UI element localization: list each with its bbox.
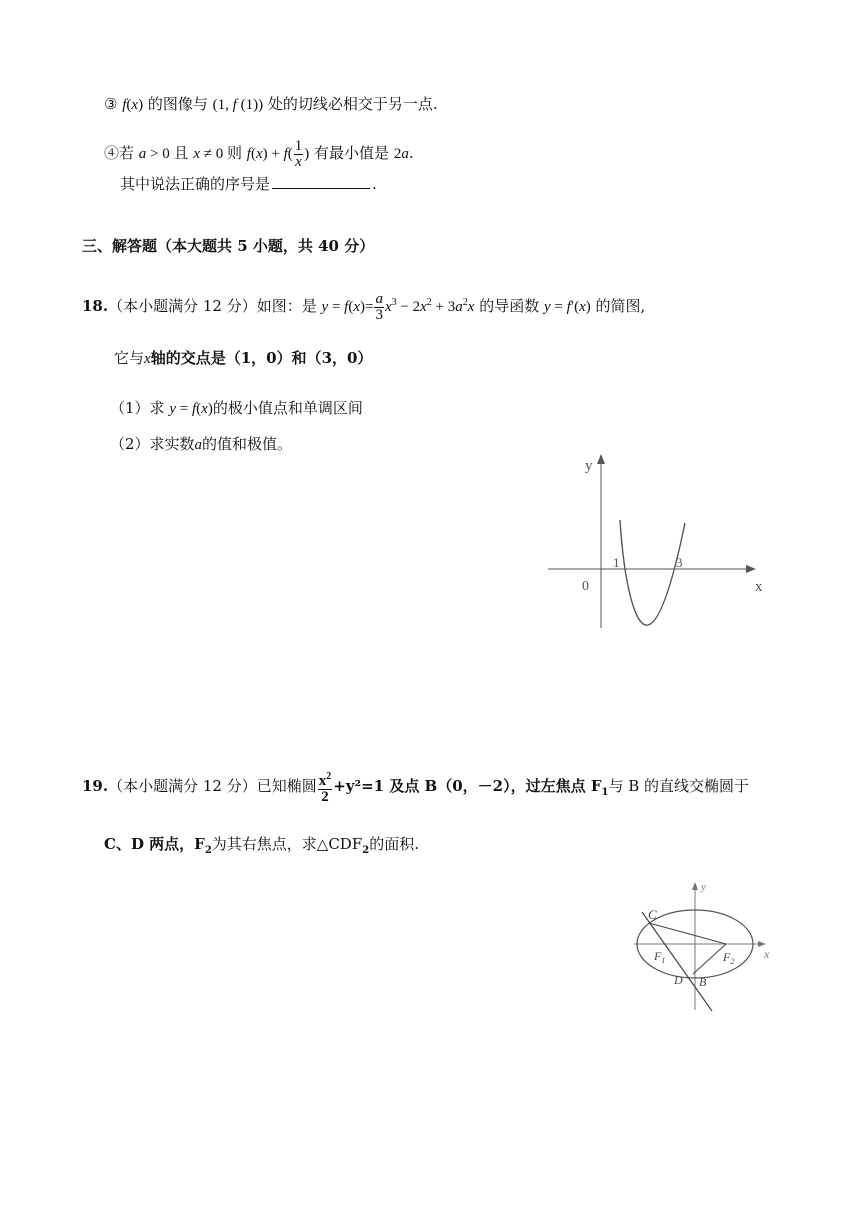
q18-part-2: （2）求实数a的值和极值。 xyxy=(110,435,293,453)
derivative-curve xyxy=(620,520,685,625)
q18-line-2: 它与x轴的交点是（1，0）和（3，0） xyxy=(114,349,373,367)
q18-part-1: （1）求 y = f(x)的极小值点和单调区间 xyxy=(110,399,363,417)
item-3: ③ f(x) 的图像与 (1, f (1)) 处的切线必相交于另一点. xyxy=(104,95,438,113)
item-3-text-b: 处的切线必相交于另一点. xyxy=(267,95,438,113)
question-text: 其中说法正确的序号是 xyxy=(120,175,271,193)
y-axis-label: y xyxy=(585,458,593,474)
item-4-text-c: 有最小值是 xyxy=(314,144,390,162)
fraction-x2-over-2: $\frac{x^2}{2}$ xyxy=(318,771,332,805)
origin-label: 0 xyxy=(582,579,589,594)
label-y: y xyxy=(701,881,706,893)
q19-number: 19. xyxy=(82,777,109,795)
q18-intro: （本小题满分 12 分）如图：是 xyxy=(108,297,317,315)
x-axis-arrow-icon xyxy=(746,565,756,573)
q18-mid: 的导函数 xyxy=(479,297,540,315)
label-b: B xyxy=(699,975,707,989)
root-1-label: 1 xyxy=(613,555,620,570)
q18-line-1: 18.（本小题满分 12 分）如图：是 y = f(x)= $\frac{a}{3}$ $x^3 - 2x^2 + 3a^2x$ 的导函数 y = f′(x) 的简图, xyxy=(82,290,646,323)
line-bc xyxy=(642,912,712,1011)
q18-graph xyxy=(540,448,780,638)
x-axis-label: x xyxy=(755,579,763,595)
item-4-marker: ④若 xyxy=(104,144,135,162)
label-f1: $F_1$ xyxy=(654,949,666,965)
math-fx: f xyxy=(122,97,127,113)
q19-line-2: C、D 两点，$F_2$为其右焦点，求$\triangle CDF_2$的面积. xyxy=(104,835,419,856)
item-4-text-a: 且 xyxy=(173,144,189,162)
q18-number: 18. xyxy=(82,297,109,315)
label-c: C xyxy=(648,907,657,922)
answer-blank[interactable] xyxy=(272,174,370,189)
q19-line-1: 19.（本小题满分 12 分）已知椭圆 $\frac{x^2}{2}$ +y²=1 及点 B（0，－2），过左焦点 $F_1$与 B 的直线交椭圆于 xyxy=(82,771,749,805)
item-4-text-b: 则 xyxy=(226,144,242,162)
fraction-a-over-3: $\frac{a}{3}$ xyxy=(375,290,383,323)
item-4: ④若 a > 0 且 x ≠ 0 则 f(x) + f( $\frac{1}{x}$ ) 有最小值是 2a. xyxy=(104,137,414,170)
question-line: 其中说法正确的序号是 . xyxy=(120,175,377,193)
label-d: D xyxy=(674,973,683,987)
q19-graph xyxy=(628,878,776,1018)
math-point: (1, f (1)) xyxy=(212,97,264,113)
item-3-marker: ③ xyxy=(104,95,118,113)
fraction-1-over-x: $\frac{1}{x}$ xyxy=(294,137,303,170)
label-f2: $F_2$ xyxy=(723,950,735,966)
segment-df2 xyxy=(693,944,726,974)
item-3-text-a: 的图像与 xyxy=(147,95,208,113)
root-2-label: 3 xyxy=(676,555,683,570)
section-3-heading: 三、解答题（本大题共 5 小题，共 40 分） xyxy=(82,237,375,255)
label-x: x xyxy=(764,947,770,961)
q18-end: 的简图, xyxy=(595,297,646,315)
y-axis-arrow-icon xyxy=(692,882,698,890)
y-axis-arrow-icon xyxy=(597,454,605,464)
segment-cf2 xyxy=(649,923,726,944)
